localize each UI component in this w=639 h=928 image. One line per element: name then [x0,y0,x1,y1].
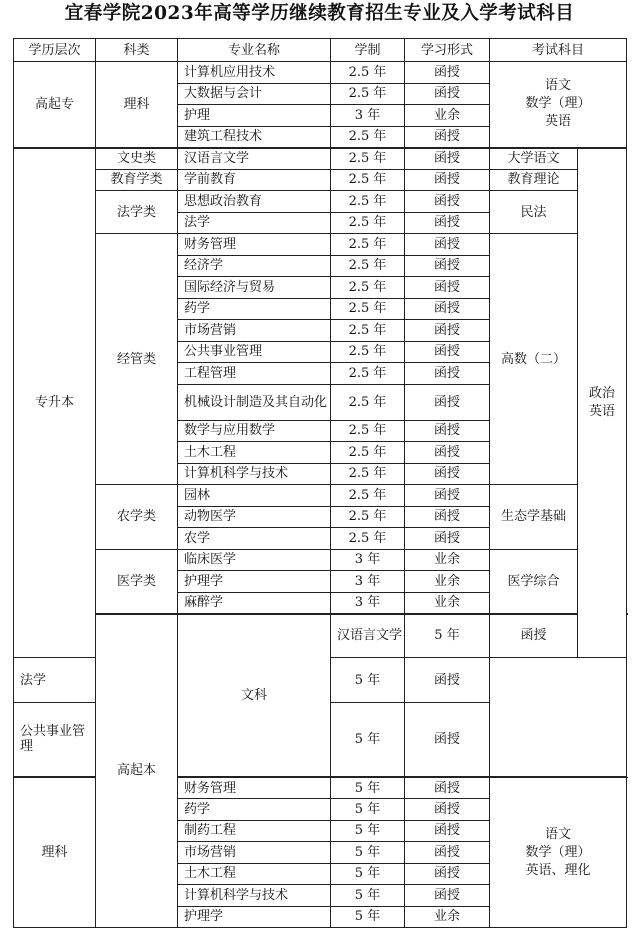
mode-cell: 函授 [405,126,490,148]
category-cell: 农学类 [96,485,178,550]
major-cell: 财务管理 [178,234,331,256]
major-cell: 麻醉学 [178,592,331,614]
mode-cell: 函授 [405,62,490,84]
category-cell: 文史类 [96,148,178,170]
exam-cell [490,62,627,148]
mode-cell: 函授 [405,191,490,213]
exam-cell: 生态学基础 [490,485,578,550]
major-cell: 药学 [178,799,331,821]
exam-subject: 语文 [545,78,572,94]
duration-cell: 2.5 年 [331,420,405,442]
mode-cell: 函授 [405,384,490,420]
mode-cell: 函授 [405,485,490,507]
mode-cell: 函授 [405,863,490,885]
duration-cell: 2.5 年 [331,298,405,320]
mode-cell: 函授 [490,614,578,658]
duration-cell: 2.5 年 [331,506,405,528]
duration-cell: 5 年 [331,777,405,799]
header-row [14,39,627,62]
major-cell: 护理 [178,105,331,127]
header-category: 科类 [96,39,178,62]
major-cell: 计算机科学与技术 [178,885,331,907]
major-cell: 汉语言文学 [331,614,405,658]
table-row [14,614,627,658]
table-row [14,62,627,84]
major-cell: 建筑工程技术 [178,126,331,148]
header-duration: 学制 [331,39,405,62]
duration-cell: 2.5 年 [331,485,405,507]
header-exam-subjects: 考试科目 [490,39,627,62]
duration-cell: 5 年 [405,614,490,658]
duration-cell: 5 年 [331,702,405,777]
mode-cell: 业余 [405,592,490,614]
major-cell: 法学 [178,212,331,234]
mode-cell: 业余 [405,906,490,928]
mode-cell: 函授 [405,169,490,191]
mode-cell: 函授 [405,658,490,702]
category-cell: 文科 [178,614,331,778]
mode-cell: 函授 [405,885,490,907]
major-cell: 财务管理 [178,777,331,799]
mode-cell: 函授 [405,420,490,442]
category-cell: 经管类 [96,234,178,485]
program-table [13,38,627,928]
common-exam-cell [578,148,627,658]
duration-cell: 2.5 年 [331,126,405,148]
major-cell: 制药工程 [178,820,331,842]
major-cell: 临床医学 [178,549,331,571]
header-major: 专业名称 [178,39,331,62]
duration-cell: 2.5 年 [331,169,405,191]
duration-cell: 3 年 [331,592,405,614]
mode-cell: 函授 [405,702,490,777]
major-cell: 园林 [178,485,331,507]
duration-cell: 2.5 年 [331,528,405,550]
major-cell: 汉语言文学 [178,148,331,170]
major-cell: 思想政治教育 [178,191,331,213]
exam-subject: 政治 [589,385,616,401]
major-cell: 机械设计制造及其自动化 [178,384,331,420]
duration-cell: 2.5 年 [331,148,405,170]
major-cell: 护理学 [178,571,331,593]
major-cell: 药学 [178,298,331,320]
mode-cell: 函授 [405,799,490,821]
duration-cell: 2.5 年 [331,277,405,299]
exam-cell [490,777,627,928]
major-cell: 法学 [14,658,96,702]
level-cell: 高起本 [96,614,178,928]
duration-cell: 2.5 年 [331,212,405,234]
mode-cell: 函授 [405,820,490,842]
major-cell: 土木工程 [178,863,331,885]
exam-cell: 医学综合 [490,549,578,614]
mode-cell: 函授 [405,83,490,105]
duration-cell: 2.5 年 [331,463,405,485]
mode-cell: 函授 [405,777,490,799]
category-cell: 教育学类 [96,169,178,191]
category-cell: 理科 [96,62,178,148]
major-cell: 土木工程 [178,442,331,464]
duration-cell: 2.5 年 [331,363,405,385]
duration-cell: 5 年 [331,885,405,907]
header-study-mode: 学习形式 [405,39,490,62]
major-cell: 计算机科学与技术 [178,463,331,485]
duration-cell: 3 年 [331,549,405,571]
duration-cell: 2.5 年 [331,341,405,363]
mode-cell: 函授 [405,528,490,550]
duration-cell: 2.5 年 [331,384,405,420]
exam-subject: 数学（理） [525,96,591,112]
duration-cell: 2.5 年 [331,83,405,105]
duration-cell: 3 年 [331,571,405,593]
major-cell: 护理学 [178,906,331,928]
table-row [14,234,627,256]
mode-cell: 业余 [405,549,490,571]
duration-cell: 5 年 [331,820,405,842]
exam-subject: 数学（理） [525,844,591,860]
duration-cell: 3 年 [331,105,405,127]
exam-subject: 英语、理化 [525,862,591,878]
mode-cell: 函授 [405,255,490,277]
major-cell: 市场营销 [178,320,331,342]
duration-cell: 2.5 年 [331,191,405,213]
duration-cell: 2.5 年 [331,62,405,84]
level-cell: 专升本 [14,148,96,658]
mode-cell: 函授 [405,277,490,299]
table-row [14,148,627,170]
exam-cell: 大学语文 [490,148,578,170]
major-cell: 公共事业管理 [178,341,331,363]
mode-cell: 函授 [405,148,490,170]
major-cell: 工程管理 [178,363,331,385]
duration-cell: 5 年 [331,842,405,864]
mode-cell: 函授 [405,363,490,385]
mode-cell: 函授 [405,463,490,485]
exam-cell: 民法 [490,191,578,234]
duration-cell: 5 年 [331,863,405,885]
major-cell: 动物医学 [178,506,331,528]
category-cell: 法学类 [96,191,178,234]
exam-cell: 高数（二） [490,234,578,485]
mode-cell: 业余 [405,105,490,127]
major-cell: 公共事业管理 [14,702,96,777]
duration-cell: 5 年 [331,906,405,928]
major-cell: 数学与应用数学 [178,420,331,442]
mode-cell: 函授 [405,842,490,864]
major-cell: 经济学 [178,255,331,277]
table-row [14,549,627,571]
mode-cell: 函授 [405,320,490,342]
duration-cell: 2.5 年 [331,442,405,464]
exam-cell: 教育理论 [490,169,578,191]
mode-cell: 函授 [405,506,490,528]
mode-cell: 函授 [405,212,490,234]
table-row [14,485,627,507]
duration-cell: 5 年 [331,658,405,702]
exam-subject: 语文 [545,826,572,842]
major-cell: 农学 [178,528,331,550]
table-row [14,169,627,191]
major-cell: 大数据与会计 [178,83,331,105]
document-title: 宜春学院2023年高等学历继续教育招生专业及入学考试科目 [64,3,575,24]
duration-cell: 2.5 年 [331,320,405,342]
major-cell: 国际经济与贸易 [178,277,331,299]
category-cell: 理科 [14,777,96,928]
mode-cell: 函授 [405,234,490,256]
mode-cell: 函授 [405,442,490,464]
header-level: 学历层次 [14,39,96,62]
major-cell: 计算机应用技术 [178,62,331,84]
duration-cell: 5 年 [331,799,405,821]
major-cell: 学前教育 [178,169,331,191]
table-row [14,191,627,213]
major-cell: 市场营销 [178,842,331,864]
exam-subject: 英语 [545,114,572,130]
duration-cell: 2.5 年 [331,234,405,256]
mode-cell: 函授 [405,298,490,320]
level-cell: 高起专 [14,62,96,148]
duration-cell: 2.5 年 [331,255,405,277]
mode-cell: 函授 [405,341,490,363]
mode-cell: 业余 [405,571,490,593]
exam-subject: 英语 [589,403,616,419]
category-cell: 医学类 [96,549,178,614]
